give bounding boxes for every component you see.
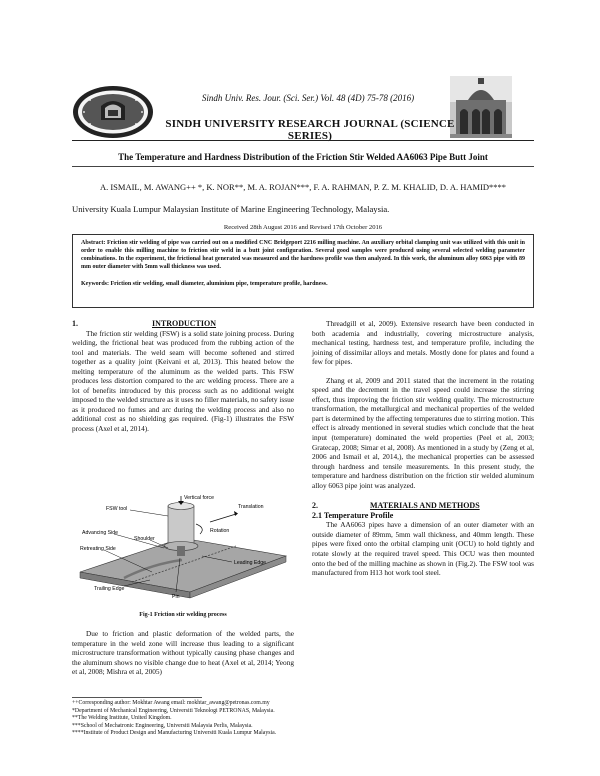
right-paragraph-1: Zhang et al, 2009 and 2011 stated that the increment in the rotating speed and the decrement in the travel speed could increase the stirring effect, thus improving the friction stir welding quality. The microstructure transformation, the metallurgical and mechanical properties of the welded part is determined by the affecting temperatures due to stirring motion. This effect is already mentioned in several studies which conclude that the heat input (temperature) dominated the weld properties (Peel et al, 2003; Gratecap, 2008; Simar et al, 2008). As mentioned in a study by (Zeng et al, 2006 and Ismail et al, 2014,), the mechanical properties can be assessed through hardness and tensile measurements. In this present study, the temperature and hardness distribution on the friction stir welded aluminum alloy 6063 pipe joint was analyzed. bbox=[312, 375, 534, 490]
abstract-text: Friction stir welding of pipe was carried out on a modified CNC Bridgeport 2216 milling machine. An auxiliary orbital clamping unit was utilized with this unit in order to enable this milling machine to friction stir weld in a butt joint configuration. Several good samples were produced using several selected welding parameter combinations. In the experiment, the frictional heat generated was measured and the hardness profile was then analyzed. In this work, the aluminum alloy 6063 pipe with 89 mm outer diameter with 5mm wall thickness was used. bbox=[81, 240, 525, 271]
title-divider bbox=[72, 166, 534, 167]
label-vertical-force: Vertical force bbox=[184, 495, 214, 501]
intro-paragraph-1: The friction stir welding (FSW) is a solid state joining process. During welding, the frictional heat was produced from the rubbing action of the tool and materials. The weld seam will become softened and stirred together as a quality joint (Keivani et al, 2013). This heated below the melting temperature of the aluminum as the welded parts. This FSW produces less distortion compared to the arc welding process. There are a lot of benefits introduced by this process such as no additional weight imposed to the welded structure as it uses no filler materials, no safety issue as it produced no fumes and arc during the welding process and also no additional cost as no shielding gas required. (Fig-1) illustrates the FSW process (Axel et al, 2014). bbox=[72, 328, 294, 434]
journal-citation: Sindh Univ. Res. Jour. (Sci. Ser.) Vol. 48 (4D) 75-78 (2016) bbox=[201, 93, 415, 103]
right-column bbox=[312, 319, 534, 578]
label-advancing-side: Advancing Side bbox=[82, 530, 119, 536]
left-column-top bbox=[72, 319, 294, 434]
label-fsw-tool: FSW tool bbox=[106, 506, 128, 512]
keywords-text: Friction stir welding, small diameter, aluminium pipe, temperature profile, hardness. bbox=[109, 281, 328, 288]
label-shoulder: Shoulder bbox=[134, 536, 155, 542]
materials-heading bbox=[312, 501, 534, 511]
footnotes bbox=[72, 700, 412, 738]
label-retreating-side: Retreating Side bbox=[80, 546, 116, 552]
header-divider bbox=[72, 140, 534, 141]
abstract-label: Abstract: bbox=[81, 240, 106, 246]
intro-heading bbox=[72, 319, 294, 329]
footnote-twi: **The Welding Institute, United Kingdom. bbox=[72, 715, 172, 722]
fsw-process-figure bbox=[72, 494, 294, 602]
materials-title: MATERIALS AND METHODS bbox=[370, 501, 480, 511]
label-pin: Pin bbox=[172, 594, 180, 600]
left-column-bottom bbox=[72, 629, 294, 677]
temperature-profile-subheading: 2.1 Temperature Profile bbox=[312, 510, 394, 520]
university-seal-logo bbox=[70, 84, 156, 140]
affiliation: University Kuala Lumpur Malaysian Institute of Marine Engineering Technology, Malaysia. bbox=[72, 204, 390, 214]
paper-title: The Temperature and Hardness Distribution of the Friction Stir Welded AA6063 Pipe Butt Joint bbox=[118, 152, 488, 162]
author-list: A. ISMAIL, M. AWANG++ *, K. NOR**, M. A. ROJAN***, F. A. RAHMAN, P. Z. M. KHALID, D. A. HAMID**** bbox=[99, 182, 507, 192]
right-paragraph-continued: Threadgill et al, 2009). Extensive research have been conducted in both academia and industrially, covering microstructure analysis, mechanical testing, hardness test, and temperature profile, including the joining of dissimilar alloys and metals. Mostly done for plates and found a few for pipes. bbox=[312, 319, 534, 367]
intro-number: 1. bbox=[72, 319, 78, 328]
materials-number: 2. bbox=[312, 501, 318, 511]
materials-paragraph-1: The AA6063 pipes have a dimension of an outer diameter with an outside diameter of 89mm, 5mm wall thickness, and 40mm length. These pipes were fixed onto the orbital clamping unit (OCU) to hold tightly and rotate slowly at the required travel speed. This OCU was then mounted onto the bed of the milling machine as shown in (Fig.2). The FSW tool was manufactured from H13 hot work tool steel. bbox=[312, 520, 534, 578]
keywords-paragraph bbox=[81, 280, 525, 288]
footnote-unikl: ****Institute of Product Design and Manufacturing Universiti Kuala Lumpur Malaysia. bbox=[72, 730, 277, 737]
received-dates: Received 28th August 2016 and Revised 17th October 2016 bbox=[223, 224, 383, 231]
abstract-paragraph bbox=[81, 239, 525, 271]
journal-title: SINDH UNIVERSITY RESEARCH JOURNAL (SCIENCE SERIES) bbox=[165, 118, 455, 142]
footnote-utp: *Department of Mechanical Engineering, Universiti Teknologi PETRONAS, Malaysia. bbox=[72, 707, 275, 714]
keywords-label: Keywords: bbox=[81, 281, 109, 288]
intro-title: INTRODUCTION bbox=[152, 319, 217, 328]
intro-paragraph-2: Due to friction and plastic deformation of the welded parts, the temperature in the weld zone will increase thus leading to a significant microstructure transformation without typically causing phase changes and the aluminum shows no visible change due to heat (Axel et al, 2014; Yeong et al, 2008; Mishra et al, 2005) bbox=[72, 629, 294, 677]
label-translation: Translation bbox=[238, 504, 264, 510]
footnote-corresponding: ++Corresponding author: Mokhtar Awang email: mokhtar_awang@petronas.com.my bbox=[72, 700, 270, 706]
footnote-unimap: ***School of Mechatronic Engineering, Universiti Malaysia Perlis, Malaysia. bbox=[72, 722, 253, 729]
label-trailing-edge: Trailing Edge bbox=[94, 586, 125, 592]
label-rotation: Rotation bbox=[210, 528, 230, 534]
label-leading-edge: Leading Edge bbox=[234, 560, 267, 566]
campus-building-image bbox=[450, 76, 512, 138]
footnote-divider bbox=[72, 697, 202, 698]
figure-caption: Fig-1 Friction stir welding process bbox=[139, 612, 227, 618]
abstract-box bbox=[72, 234, 534, 308]
